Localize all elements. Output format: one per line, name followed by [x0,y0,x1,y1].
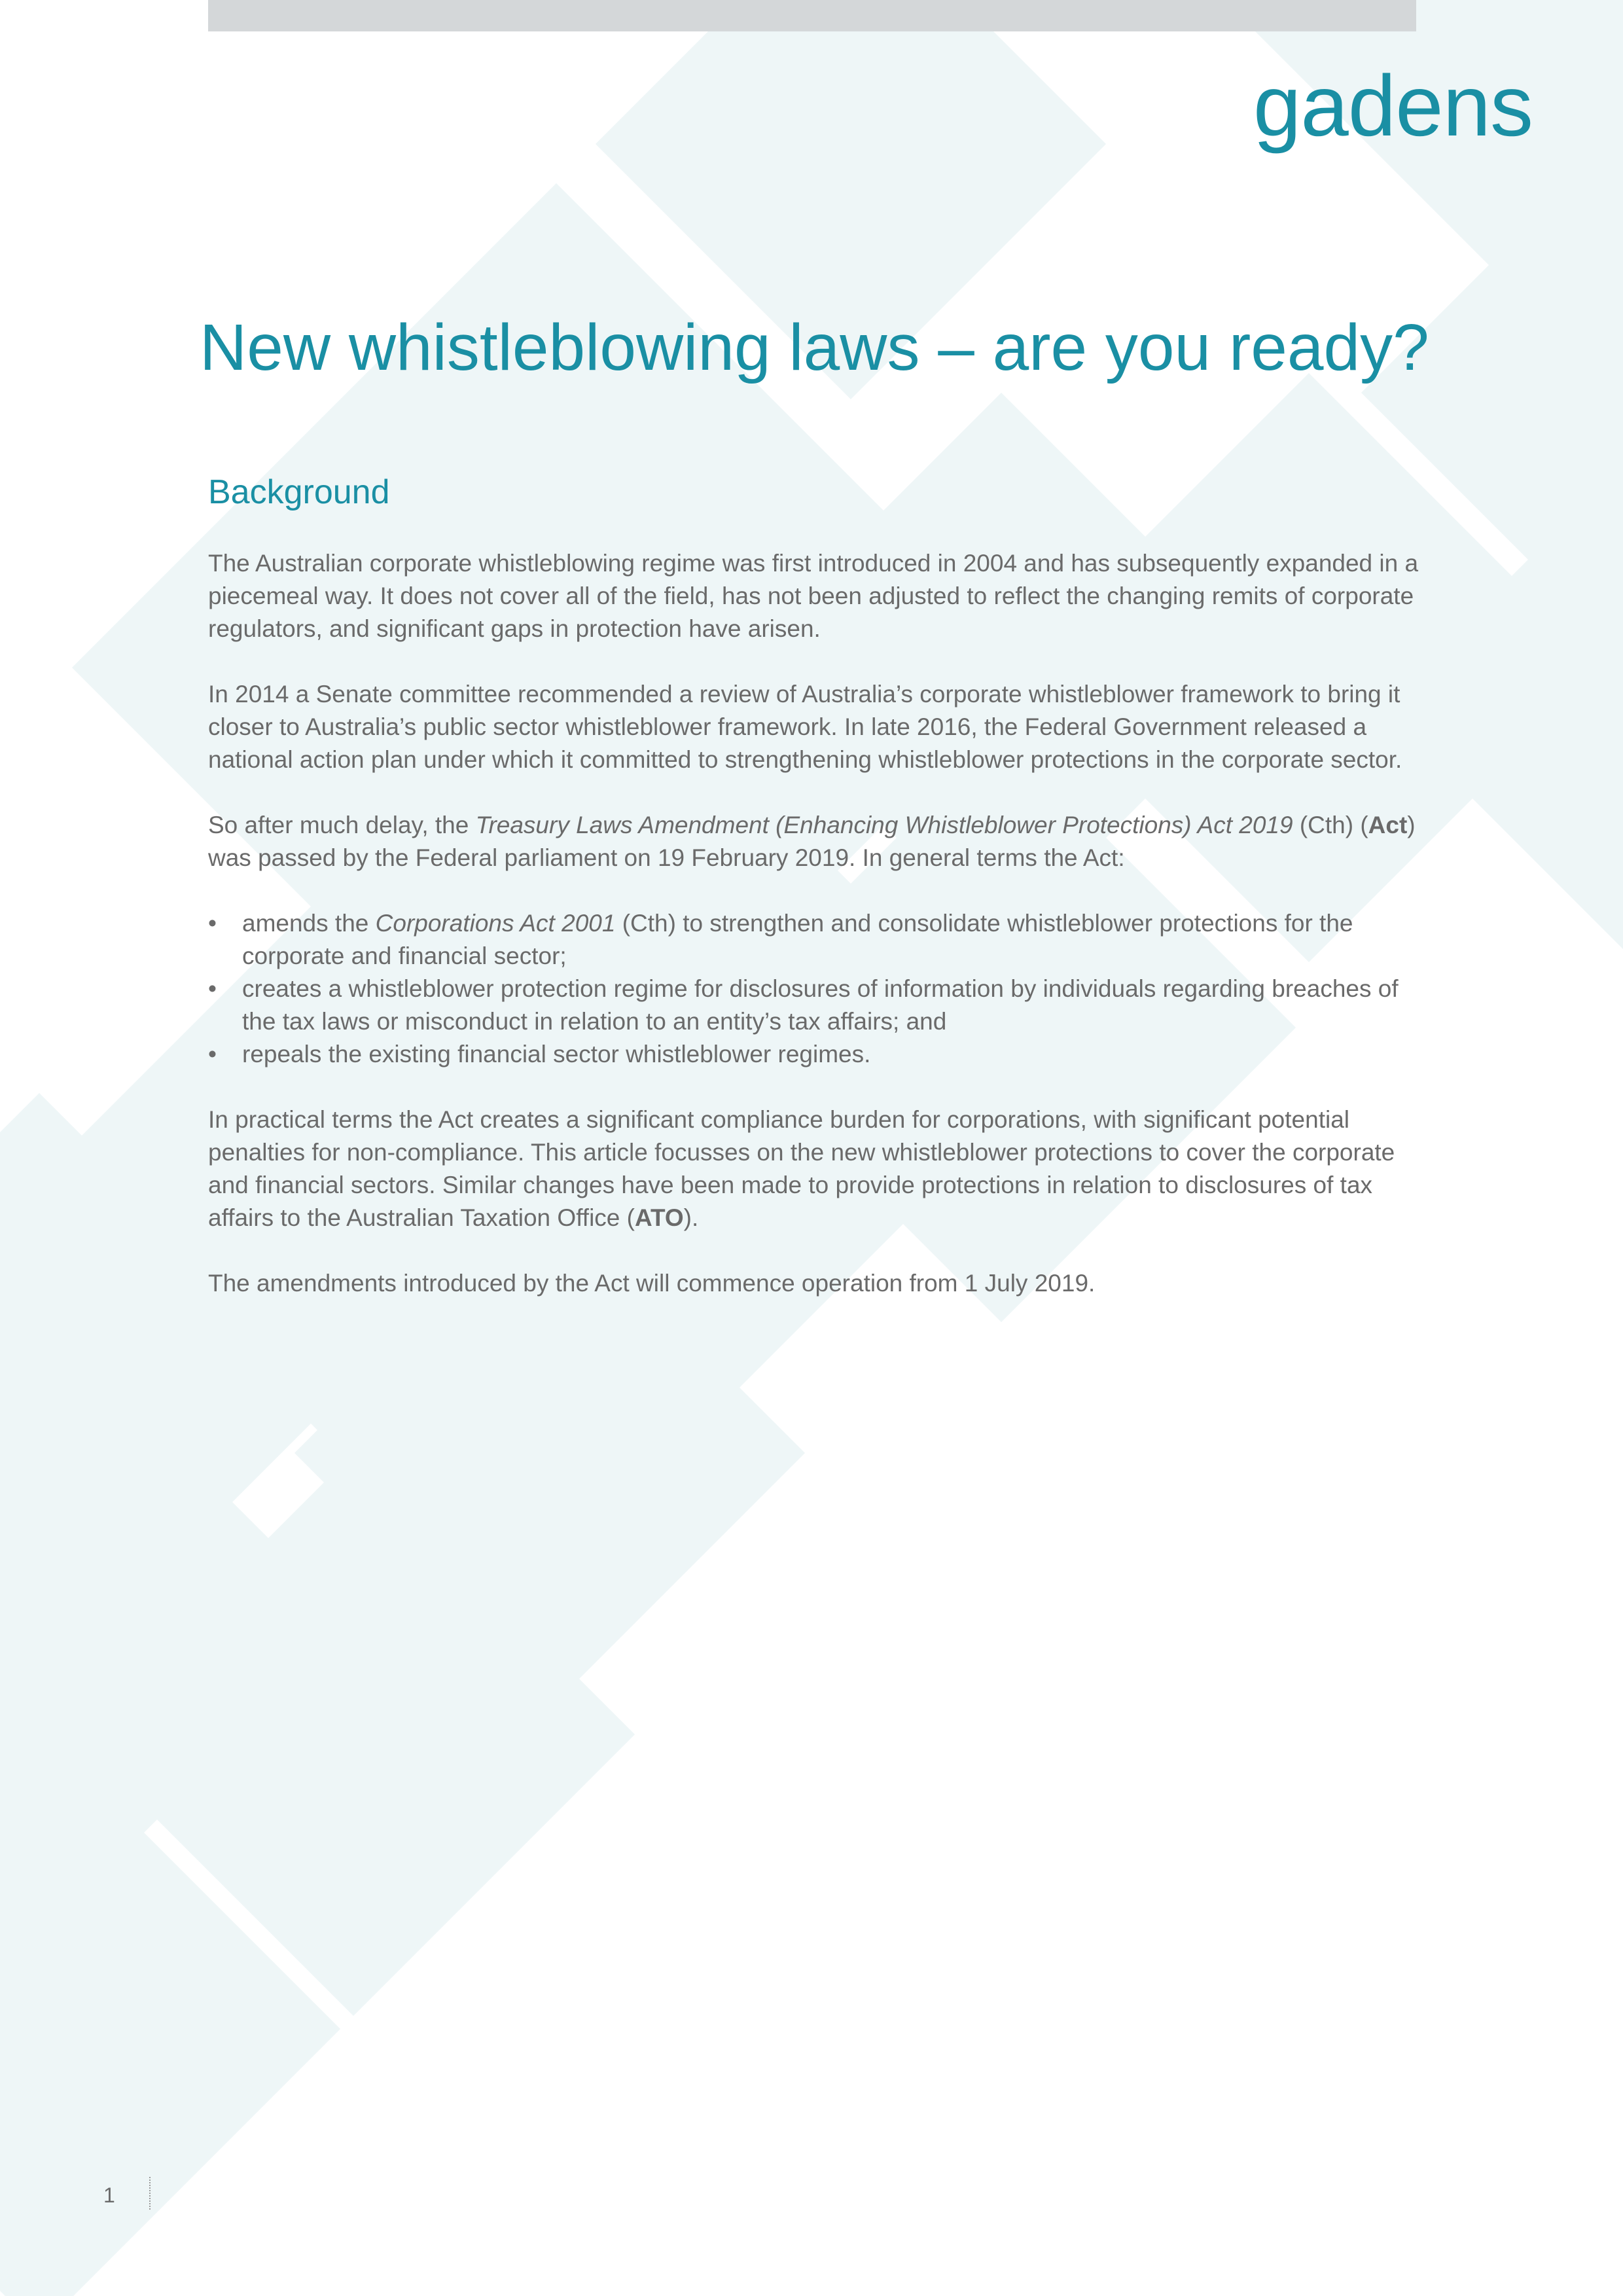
section-heading: Background [208,473,390,511]
gadens-logo: gadens [1253,58,1533,154]
document-title: New whistleblowing laws – are you ready? [200,311,1429,384]
page-number-divider [149,2177,151,2210]
paragraph-intro: The Australian corporate whistleblowing regime was first introduced in 2004 and has subsequently expanded in a piecemeal way. It does not cover all of the field, has not been adjusted to reflect the changing remits of corporate regulators, and significant gaps in protection have arisen. [208,550,1419,642]
list-item: • repeals the existing financial sector whistleblower regimes. [208,1038,1425,1071]
bullet-list [208,907,1425,1071]
document-body [208,471,1425,1333]
act-short-bold: Act [1368,812,1408,838]
paragraph-senate-review: In 2014 a Senate committee recommended a review of Australia’s corporate whistleblower framework to bring it closer to Australia’s public sector whistleblower framework. In late 2016, the Federal Government released a national action plan under which it committed to strengthening whistleblower protections in the corporate sector. [208,681,1402,773]
act-title-italic: Treasury Laws Amendment (Enhancing Whistleblower Protections) Act 2019 [475,812,1293,838]
bullet-icon: • [208,975,217,1002]
bullet-icon: • [208,910,217,937]
ato-bold: ATO [634,1204,684,1231]
list-item: • amends the Corporations Act 2001 (Cth) to strengthen and consolidate whistleblower protections for the corporate and financial sector; [208,907,1425,973]
page-number: 1 [103,2183,115,2207]
paragraph-commencement: The amendments introduced by the Act will commence operation from 1 July 2019. [208,1270,1096,1297]
top-header-bar [208,0,1416,31]
paragraph-act-passed: So after much delay, the Treasury Laws Amendment (Enhancing Whistleblower Protections) Act 2019 (Cth) (Act) was passed by the Federal parliament on 19 February 2019. In general terms the Act: [208,812,1416,871]
bullet-icon: • [208,1041,217,1067]
paragraph-practical-terms: In practical terms the Act creates a significant compliance burden for corporations, with significant potential penalties for non-compliance. This article focusses on the new whistleblower protections to cover the corporate and financial sectors. Similar changes have been made to provide protections in relation to disclosures of tax affairs to the Australian Taxation Office (ATO). [208,1106,1395,1231]
list-item: • creates a whistleblower protection regime for disclosures of information by individuals regarding breaches of the tax laws or misconduct in relation to an entity’s tax affairs; and [208,973,1425,1038]
